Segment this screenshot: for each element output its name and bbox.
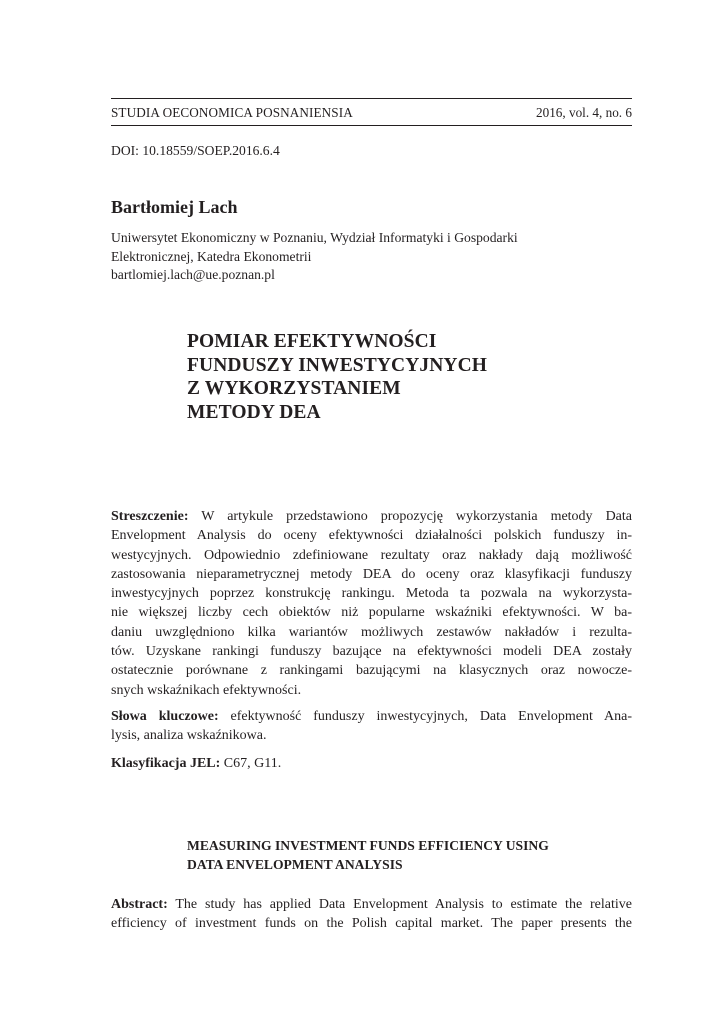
- abstract-label: Streszczenie:: [111, 509, 189, 524]
- keywords: [111, 707, 632, 746]
- abstract-english: [111, 895, 632, 934]
- title-line: POMIAR EFEKTYWNOŚCI: [187, 331, 437, 352]
- jel-value: C67, G11.: [220, 756, 282, 771]
- abstract-line: zastosowania nieparametrycznej metody DEA do oceny oraz klasyfikacji funduszy: [111, 566, 632, 582]
- abstract-line: snych wskaźnikach efektywności.: [111, 682, 302, 698]
- affiliation-line: Uniwersytet Ekonomiczny w Poznaniu, Wydział Informatyki i Gospodarki: [111, 230, 518, 245]
- title-line: FUNDUSZY INWESTYCYJNYCH: [187, 354, 488, 376]
- english-title-line: MEASURING INVESTMENT FUNDS EFFICIENCY USING: [187, 838, 549, 853]
- english-title: [187, 836, 549, 874]
- keywords-label: Słowa kluczowe:: [111, 709, 219, 724]
- author-email: bartlomiej.lach@ue.poznan.pl: [111, 267, 275, 282]
- author-name: Bartłomiej Lach: [111, 197, 238, 217]
- author-affiliation: [111, 229, 632, 285]
- running-header: [111, 98, 632, 126]
- jel-classification: [111, 754, 632, 773]
- abstract-line: Streszczenie: W artykule przedstawiono propozycję wykorzystania metody Data: [111, 509, 632, 524]
- journal-name: STUDIA OECONOMICA POSNANIENSIA: [111, 105, 353, 120]
- abstract-line: tów. Uzyskane rankingi funduszy bazujące na efektywności modeli DEA zostały: [111, 644, 632, 660]
- paper-title: [187, 330, 487, 424]
- abstract-en-line: efficiency of investment funds on the Polish capital market. The paper presents the: [111, 916, 632, 932]
- abstract-line: ostatecznie porównane z rankingami bazującymi na klasycznych oraz nowocze-: [111, 663, 632, 679]
- title-line: METODY DEA: [187, 401, 321, 423]
- abstract-line: nie większej liczby cech obiektów niż popularne wskaźniki efektywności. W ba-: [111, 605, 632, 621]
- doi: DOI: 10.18559/SOEP.2016.6.4: [111, 143, 280, 158]
- abstract-polish: [111, 507, 632, 700]
- keywords-line: lysis, analiza wskaźnikowa.: [111, 728, 267, 744]
- keywords-line: Słowa kluczowe: efektywność funduszy inwestycyjnych, Data Envelopment Ana-: [111, 709, 632, 724]
- abstract-en-label: Abstract:: [111, 897, 168, 912]
- abstract-line: westycyjnych. Odpowiednio zdefiniowane rezultaty oraz nakłady dają możliwość: [111, 547, 632, 563]
- journal-issue: 2016, vol. 4, no. 6: [536, 105, 632, 120]
- abstract-line: daniu uwzględniono kilka wariantów możliwych zestawów nakładów i rezulta-: [111, 624, 632, 640]
- english-title-line: DATA ENVELOPMENT ANALYSIS: [187, 857, 403, 872]
- abstract-en-line: Abstract: The study has applied Data Envelopment Analysis to estimate the relative: [111, 897, 632, 912]
- jel-label: Klasyfikacja JEL:: [111, 756, 221, 771]
- abstract-line: Envelopment Analysis do oceny efektywności działalności polskich funduszy in-: [111, 528, 632, 544]
- abstract-line: inwestycyjnych poprzez konstrukcję rankingu. Metoda ta pozwala na wykorzysta-: [111, 586, 632, 602]
- title-line: Z WYKORZYSTANIEM: [187, 378, 401, 399]
- affiliation-line: Elektronicznej, Katedra Ekonometrii: [111, 248, 312, 264]
